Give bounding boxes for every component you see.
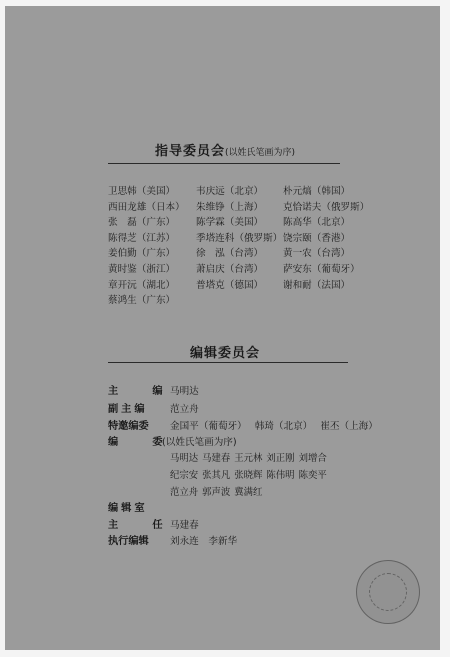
guidance-member: 西田龙雄（日本） <box>108 201 185 213</box>
special-editor: 金国平（葡萄牙） <box>170 421 247 432</box>
page-background <box>5 6 440 650</box>
guidance-member: 徐 泓（台湾） <box>196 248 264 260</box>
deputy-editor-row <box>108 403 199 416</box>
guidance-member: 陈学霖（美国） <box>196 217 264 229</box>
guidance-member: 陈得芝（江苏） <box>108 232 176 244</box>
guidance-member: 姜伯勤（广东） <box>108 248 176 260</box>
guidance-member: 卫思韩（美国） <box>108 186 176 197</box>
member-name: 马建春 <box>202 453 231 464</box>
office-label: 编辑室 <box>108 503 148 514</box>
guidance-member: 季塔连科（俄罗斯） <box>196 232 283 244</box>
guidance-committee-note: (以姓氏笔画为序) <box>224 148 296 158</box>
special-editor: 韩琦（北京） <box>254 421 313 432</box>
guidance-member: 章开沅（湖北） <box>108 279 176 291</box>
member-name: 马明达 <box>170 453 199 464</box>
member-name: 刘正刚 <box>266 453 295 464</box>
divider <box>108 362 348 363</box>
guidance-member: 萨安东（葡萄牙） <box>283 263 360 275</box>
executive-editors-label: 执行编辑 <box>108 536 149 547</box>
special-editors-label: 特邀编委 <box>108 421 149 432</box>
member-name: 范立舟 <box>170 487 199 498</box>
guidance-member: 蔡鸿生（广东） <box>108 295 176 307</box>
office-row <box>108 502 170 515</box>
guidance-committee-title <box>0 140 450 159</box>
chief-editor-name: 马明达 <box>170 386 199 397</box>
guidance-member: 普塔克（德国） <box>196 279 264 291</box>
editorial-members-line <box>170 469 331 482</box>
guidance-member: 黄时鉴（浙江） <box>108 263 176 275</box>
guidance-member: 陈高华（北京） <box>283 217 351 229</box>
member-name: 陈伟明 <box>266 470 295 481</box>
guidance-member: 黄一农（台湾） <box>283 248 351 260</box>
library-stamp <box>356 560 420 624</box>
guidance-committee-heading: 指导委员会 <box>154 144 225 159</box>
members-label: 编 委 <box>108 437 175 448</box>
special-editor: 崔丕（上海） <box>320 421 378 432</box>
member-name: 纪宗安 <box>170 470 199 481</box>
deputy-editor-name: 范立舟 <box>170 404 199 415</box>
guidance-member: 饶宗颐（香港） <box>283 232 351 244</box>
special-editors-row <box>108 420 378 433</box>
deputy-editor-label: 副主编 <box>108 404 148 415</box>
members-row <box>108 436 237 449</box>
chief-editor-label: 主 编 <box>108 386 175 397</box>
chief-editor-row <box>108 385 199 398</box>
member-name: 刘增合 <box>298 453 327 464</box>
director-row <box>108 519 199 532</box>
member-name: 冀满红 <box>234 487 263 498</box>
guidance-member: 朱维铮（上海） <box>196 201 264 213</box>
guidance-member: 萧启庆（台湾） <box>196 263 264 275</box>
members-note: (以姓氏笔画为序) <box>162 437 237 448</box>
executive-editors-row <box>108 535 237 548</box>
executive-editors-names: 刘永连 李新华 <box>170 536 238 547</box>
guidance-committee-members <box>108 185 383 307</box>
editorial-committee-title: 编辑委员会 <box>189 346 260 361</box>
member-name: 王元林 <box>234 453 263 464</box>
guidance-member: 韦庆远（北京） <box>196 186 264 197</box>
editorial-members-line <box>170 452 331 465</box>
member-name: 陈奕平 <box>298 470 327 481</box>
member-name: 郭声波 <box>202 487 231 498</box>
director-name: 马建春 <box>170 520 199 531</box>
guidance-member: 谢和耐（法国） <box>283 279 351 291</box>
editorial-members-line <box>170 486 266 499</box>
director-label: 主 任 <box>108 520 175 531</box>
guidance-member: 克恰诺夫（俄罗斯） <box>283 201 370 213</box>
member-name: 张其凡 <box>202 470 231 481</box>
guidance-member: 朴元熇（韩国） <box>283 186 351 197</box>
divider <box>108 163 340 164</box>
member-name: 张晓辉 <box>234 470 263 481</box>
guidance-member: 张 磊（广东） <box>108 217 176 229</box>
